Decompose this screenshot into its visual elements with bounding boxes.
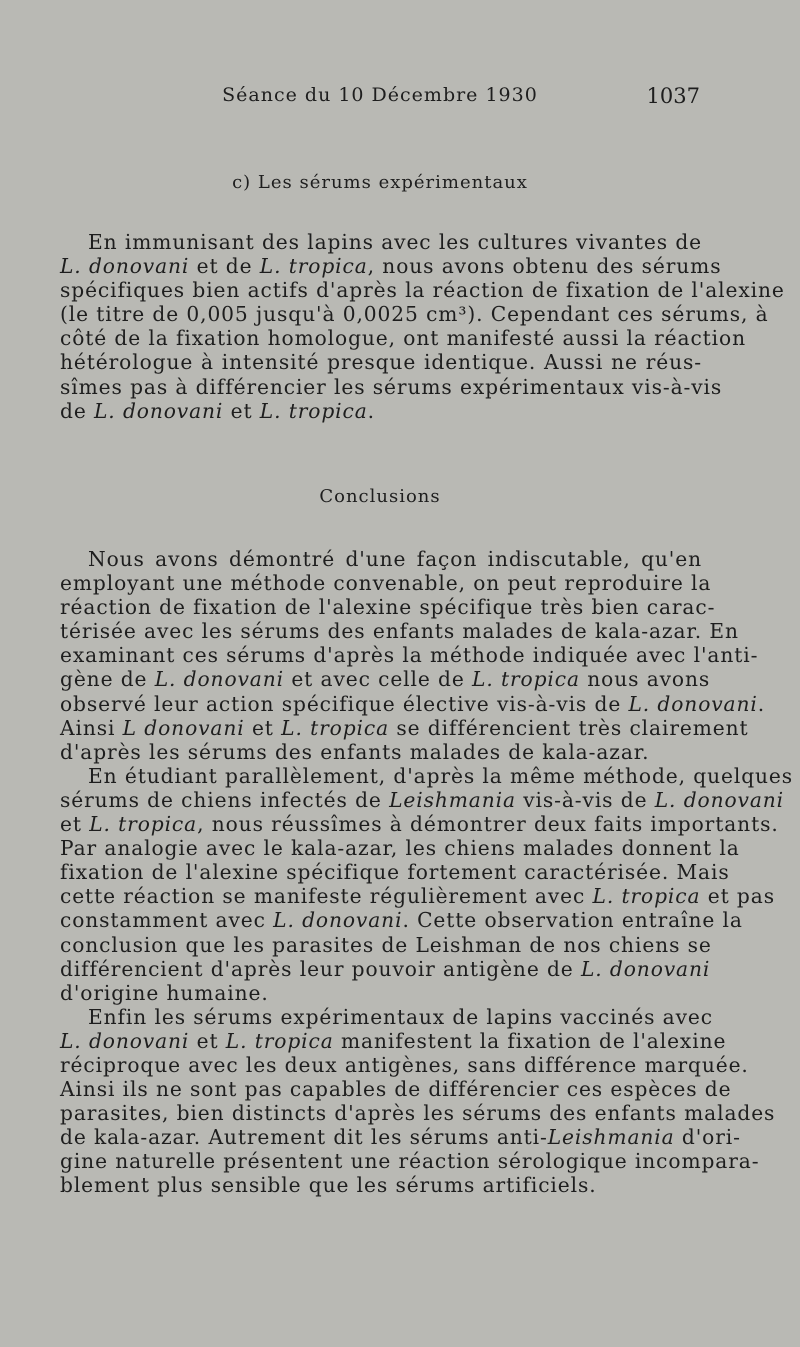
text-line: examinant ces sérums d'après la méthode indiquée avec l'anti-: [60, 643, 759, 668]
running-title: Séance du 10 Décembre 1930: [222, 84, 538, 106]
text-line: térisée avec les sérums des enfants malades de kala-azar. En: [60, 619, 739, 644]
text-line: d'origine humaine.: [60, 980, 269, 1005]
text-line: En immunisant des lapins avec les cultures vivantes de: [88, 230, 702, 254]
text-line: gine naturelle présentent une réaction sérologique incompara-: [60, 1149, 760, 1174]
text-line: Ainsi ils ne sont pas capables de différencier ces espèces de: [60, 1077, 732, 1102]
text-line: Par analogie avec le kala-azar, les chiens malades donnent la: [60, 836, 740, 861]
text-line: cette réaction se manifeste régulièrement avec L. tropica et pas: [60, 884, 775, 909]
text-line: parasites, bien distincts d'après les sérums des enfants malades: [60, 1101, 776, 1126]
text-line: blement plus sensible que les sérums artificiels.: [60, 1173, 597, 1198]
text-line: hétérologue à intensité presque identique. Aussi ne réus-: [60, 350, 702, 375]
text-line: sîmes pas à différencier les sérums expérimentaux vis-à-vis: [60, 374, 723, 399]
text-line: et L. tropica, nous réussîmes à démontrer deux faits importants.: [60, 812, 779, 837]
page-number: 1037: [646, 84, 700, 108]
text-line: réaction de fixation de l'alexine spécifique très bien carac-: [60, 595, 716, 620]
text-line: de kala-azar. Autrement dit les sérums anti-Leishmania d'ori-: [60, 1125, 741, 1150]
paragraph-conclusions: [60, 547, 794, 1198]
page-header: [60, 84, 700, 114]
text-line: fixation de l'alexine spécifique fortement caractérisée. Mais: [60, 860, 730, 885]
text-line: sérums de chiens infectés de Leishmania vis-à-vis de L. donovani: [60, 787, 785, 812]
text-line: observé leur action spécifique élective vis-à-vis de L. donovani.: [60, 691, 766, 716]
text-line: L. donovani et de L. tropica, nous avons obtenu des sérums: [60, 254, 722, 279]
text-line: constamment avec L. donovani. Cette observation entraîne la: [60, 908, 743, 933]
text-line: gène de L. donovani et avec celle de L. tropica nous avons: [60, 667, 711, 692]
text-line: Ainsi L donovani et L. tropica se différencient très clairement: [60, 715, 749, 740]
text-line: L. donovani et L. tropica manifestent la fixation de l'alexine: [60, 1028, 727, 1053]
section-heading-serums: c) Les sérums expérimentaux: [232, 172, 528, 193]
text-line: de L. donovani et L. tropica.: [60, 398, 375, 423]
text-line: (le titre de 0,005 jusqu'à 0,0025 cm³). Cependant ces sérums, à: [60, 302, 769, 327]
paragraph-serums-experimentaux: [60, 230, 785, 423]
text-line: réciproque avec les deux antigènes, sans différence marquée.: [60, 1052, 749, 1077]
text-line: En étudiant parallèlement, d'après la même méthode, quelques: [88, 763, 794, 788]
text-line: conclusion que les parasites de Leishman de nos chiens se: [60, 932, 712, 957]
section-heading-conclusions: Conclusions: [319, 486, 441, 507]
text-line: Nous avons démontré d'une façon indiscutable, qu'en: [88, 547, 702, 571]
text-line: employant une méthode convenable, on peut reproduire la: [60, 571, 712, 596]
text-line: Enfin les sérums expérimentaux de lapins vaccinés avec: [88, 1004, 713, 1029]
text-line: d'après les sérums des enfants malades de kala-azar.: [60, 739, 650, 764]
text-line: spécifiques bien actifs d'après la réaction de fixation de l'alexine: [60, 278, 785, 303]
text-line: différencient d'après leur pouvoir antigène de L. donovani: [60, 956, 711, 981]
text-line: côté de la fixation homologue, ont manifesté aussi la réaction: [60, 326, 746, 351]
